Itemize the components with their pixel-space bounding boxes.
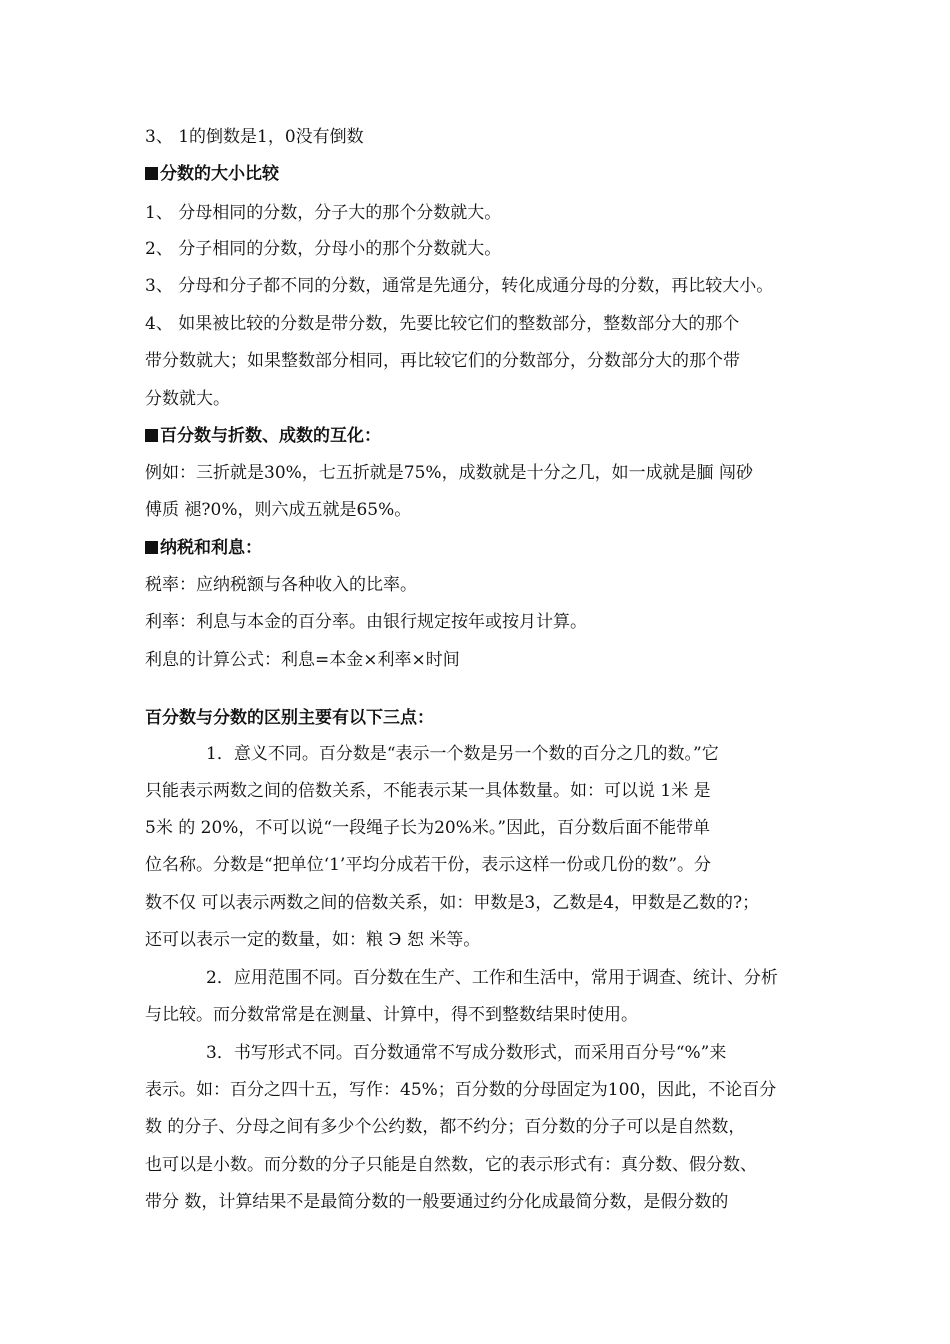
interest-rate-line: 利率：利息与本金的百分率。由银行规定按年或按月计算。 [145, 612, 587, 632]
compare-item-4-line-3: 分数就大。 [145, 389, 230, 409]
compare-item-2: 2、 分子相同的分数，分母小的那个分数就大。 [145, 239, 502, 259]
reciprocal-item-3: 3、 1的倒数是1，0没有倒数 [145, 127, 364, 147]
square-bullet-icon [145, 541, 158, 554]
diff-p2-line-2: 与比较。而分数常常是在测量、计算中，得不到整数结果时使用。 [145, 1005, 638, 1025]
diff-p1-line-6: 还可以表示一定的数量，如：粮 Э 恕 米等。 [145, 930, 481, 950]
diff-p1-line-2: 只能表示两数之间的倍数关系，不能表示某一具体数量。如：可以说 1米 是 [145, 781, 711, 801]
diff-p1-line-3: 5米 的 20%，不可以说“一段绳子长为20%米。”因此，百分数后面不能带单 [145, 818, 711, 838]
compare-item-3: 3、 分母和分子都不同的分数，通常是先通分，转化成通分母的分数，再比较大小。 [145, 276, 774, 296]
tax-heading-text: 纳税和利息： [160, 538, 262, 558]
convert-heading [145, 428, 381, 445]
diff-p3-line-4: 也可以是小数。而分数的分子只能是自然数，它的表示形式有：真分数、假分数、 [145, 1155, 757, 1175]
convert-line-1: 例如：三折就是30%，七五折就是75%，成数就是十分之几，如一成就是腼 闯砂 [145, 463, 753, 483]
tax-rate-line: 税率：应纳税额与各种收入的比率。 [145, 575, 417, 595]
diff-p3-line-5: 带分 数，计算结果不是最简分数的一般要通过约分化成最简分数，是假分数的 [145, 1192, 729, 1212]
diff-p3-line-2: 表示。如：百分之四十五，写作：45%；百分数的分母固定为100，因此，不论百分 [145, 1080, 777, 1100]
diff-p3-line-1: 3．书写形式不同。百分数通常不写成分数形式，而采用百分号“%”来 [206, 1043, 727, 1063]
diff-p2-line-1: 2．应用范围不同。百分数在生产、工作和生活中，常用于调查、统计、分析 [206, 968, 778, 988]
square-bullet-icon [145, 429, 158, 442]
diff-p1-line-1: 1．意义不同。百分数是“表示一个数是另一个数的百分之几的数。”它 [206, 744, 719, 764]
diff-heading: 百分数与分数的区别主要有以下三点： [145, 708, 434, 728]
tax-heading [145, 540, 262, 557]
compare-item-1: 1、 分母相同的分数，分子大的那个分数就大。 [145, 203, 502, 223]
diff-p3-line-3: 数 的分子、分母之间有多少个公约数，都不约分；百分数的分子可以是自然数， [145, 1117, 746, 1137]
diff-p1-line-4: 位名称。分数是“把单位‘1’平均分成若干份，表示这样一份或几份的数”。分 [145, 855, 712, 875]
compare-item-4-line-2: 带分数就大；如果整数部分相同，再比较它们的分数部分，分数部分大的那个带 [145, 351, 740, 371]
convert-line-2: 傅质 褪?0%，则六成五就是65%。 [145, 500, 412, 520]
interest-formula-line: 利息的计算公式：利息=本金×利率×时间 [145, 650, 460, 670]
compare-heading [145, 166, 279, 183]
compare-item-4-line-1: 4、 如果被比较的分数是带分数，先要比较它们的整数部分，整数部分大的那个 [145, 314, 740, 334]
compare-heading-text: 分数的大小比较 [160, 164, 279, 184]
square-bullet-icon [145, 167, 158, 180]
convert-heading-text: 百分数与折数、成数的互化： [160, 426, 381, 446]
diff-p1-line-5: 数不仅 可以表示两数之间的倍数关系，如：甲数是3，乙数是4，甲数是乙数的?； [145, 893, 760, 913]
